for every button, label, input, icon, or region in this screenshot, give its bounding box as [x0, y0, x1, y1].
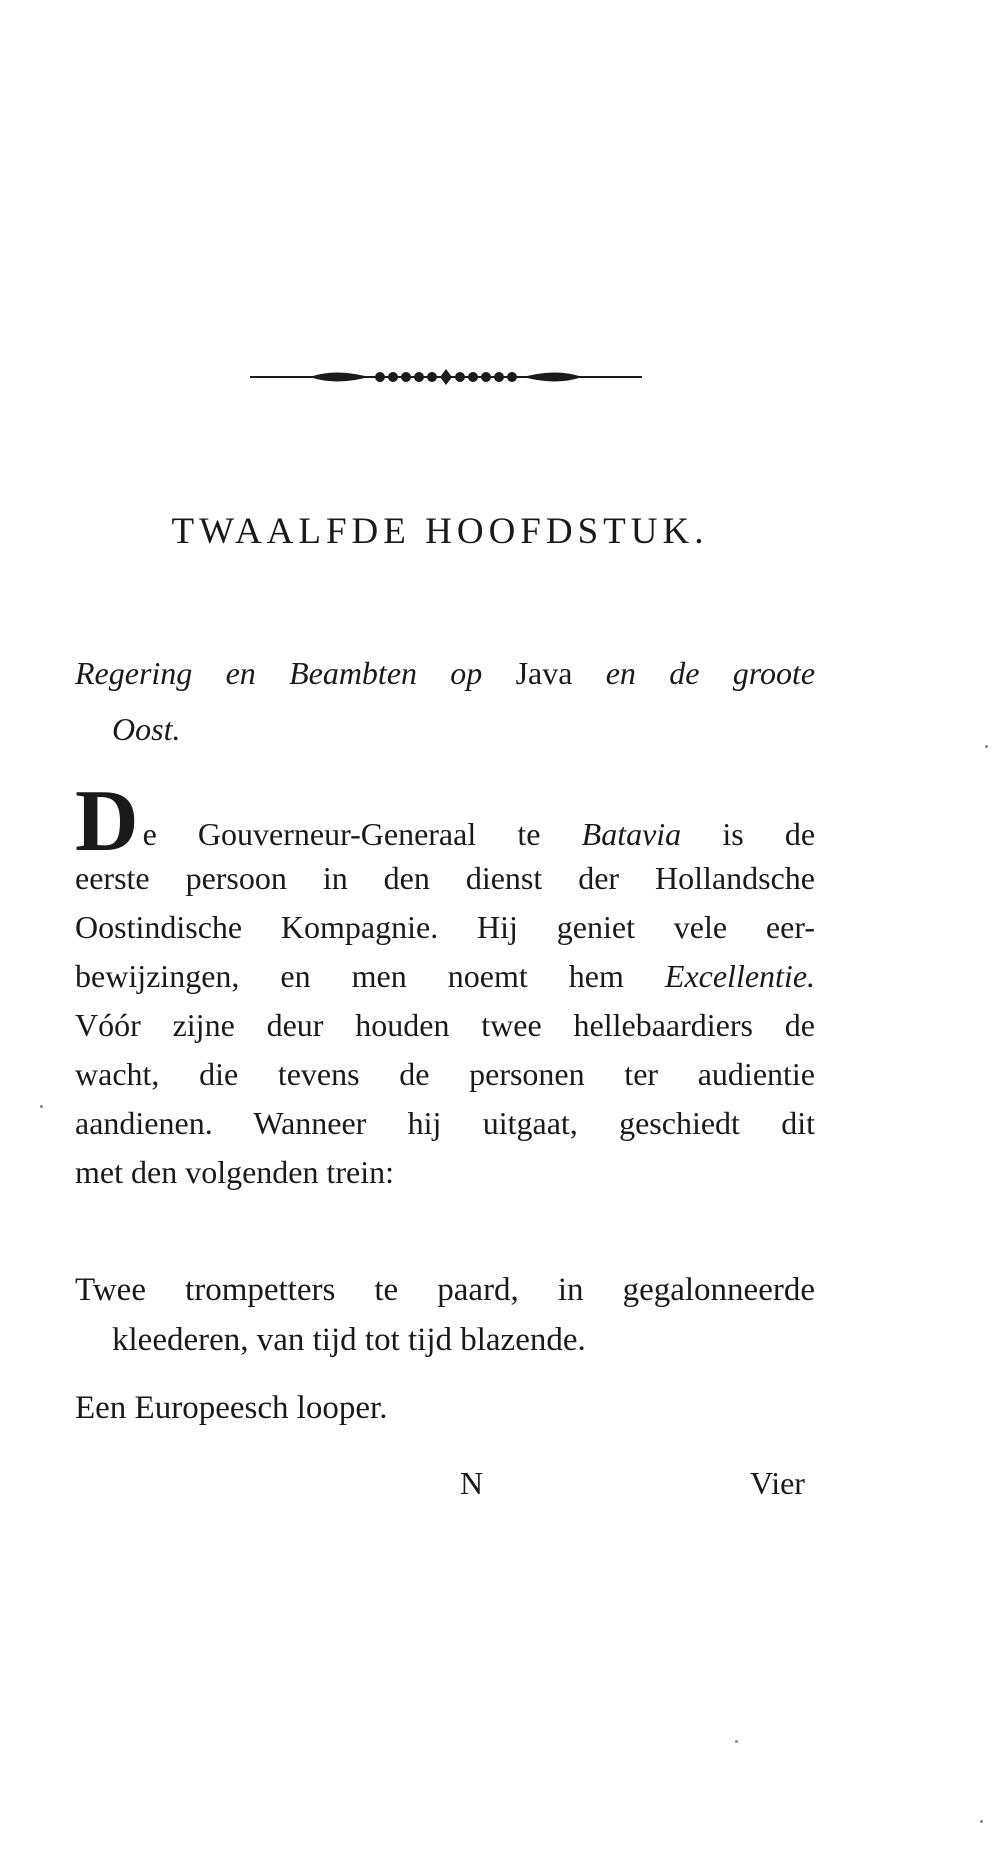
paper-speck: [985, 745, 988, 748]
catchword: Vier: [750, 1465, 805, 1501]
subtitle-word: groote: [732, 655, 816, 691]
paragraph-line: Vóór zijne deur houden twee hellebaardiers de: [75, 1007, 815, 1043]
procession-entry: Een Europeesch looper.: [75, 1390, 388, 1426]
paragraph-line: aandienen. Wanneer hij uitgaat, geschiedt dit: [75, 1105, 815, 1141]
subtitle-continuation: Oost.: [112, 711, 181, 747]
first-line-text: [143, 814, 815, 854]
drop-cap: D: [75, 773, 139, 870]
paragraph-line: Oostindische Kompagnie. Hij geniet vele eer-: [75, 909, 815, 945]
subtitle-word: en: [605, 655, 636, 691]
entry-line-indent: kleederen, van tijd tot tijd blazende.: [112, 1322, 586, 1358]
chapter-subtitle: [75, 645, 815, 701]
body-paragraph: [75, 773, 816, 1197]
paragraph-line: eerste persoon in den dienst der Hollandsche: [75, 860, 815, 896]
ornamental-rule-icon: [250, 366, 642, 388]
subtitle-word: de: [669, 655, 700, 691]
paper-speck: [40, 1105, 43, 1108]
procession-entry: [75, 1265, 815, 1365]
chapter-title: TWAALFDE HOOFDSTUK.: [171, 511, 709, 552]
paragraph-line: [75, 952, 815, 1001]
subtitle-word-java: Java: [515, 655, 573, 691]
subtitle-word: en: [225, 655, 256, 691]
text-run: e Gouverneur-Generaal te: [142, 816, 541, 852]
paragraph-line: met den volgenden trein:: [75, 1154, 395, 1190]
paper-speck: [980, 1820, 983, 1823]
paper-speck: [735, 1740, 738, 1743]
emphasis-batavia: Batavia: [581, 816, 682, 852]
text-run: is de: [722, 816, 816, 852]
emphasis-excellentie: Excellentie.: [664, 958, 816, 994]
paragraph-first-line: [75, 773, 816, 870]
text-run: bewijzingen, en men noemt hem: [75, 958, 624, 994]
subtitle-word: Beambten: [289, 655, 418, 691]
subtitle-word: Regering: [75, 655, 193, 691]
entry-line: Twee trompetters te paard, in gegalonneerde: [75, 1272, 815, 1308]
paragraph-line: wacht, die tevens de personen ter audientie: [75, 1056, 815, 1092]
signature-mark: N: [460, 1465, 484, 1501]
subtitle-word: op: [450, 655, 483, 691]
